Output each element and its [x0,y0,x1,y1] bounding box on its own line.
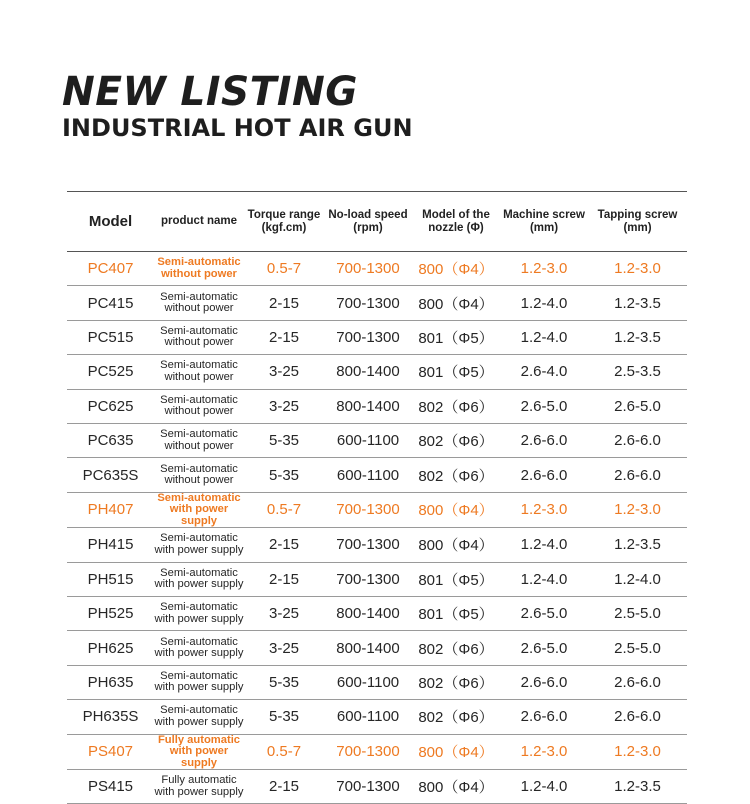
model-cell: PH407 [67,492,154,528]
product-name-line-2: with power supply [154,715,244,728]
tapping-screw-cell: 2.6-6.0 [588,423,687,457]
speed-cell: 600-1100 [324,665,412,699]
torque-cell: 5-35 [244,458,324,492]
model-cell: PC635 [67,423,154,457]
torque-cell: 0.5-7 [244,252,324,286]
machine-screw-cell: 1.2-4.0 [500,320,588,354]
model-cell: PS415 [67,770,154,804]
machine-screw-cell: 2.6-6.0 [500,423,588,457]
speed-cell: 600-1100 [324,458,412,492]
speed-cell: 600-1100 [324,423,412,457]
table-row [67,597,687,631]
table-row [67,355,687,389]
table-row [67,770,687,804]
machine-screw-cell: 1.2-4.0 [500,562,588,596]
speed-cell: 600-1100 [324,700,412,734]
torque-cell: 5-35 [244,665,324,699]
table-row [67,734,687,770]
speed-cell: 800-1400 [324,597,412,631]
torque-cell: 5-35 [244,700,324,734]
nozzle-cell: 801（Φ5） [412,597,500,631]
product-name-line-1: Semi-automatic [160,704,238,717]
machine-screw-cell: 1.2-3.0 [500,492,588,528]
product-name-cell [154,700,244,734]
product-name-line-1: Fully automatic [161,774,237,787]
table-body [67,252,687,804]
product-name-line-1: Semi-automatic [157,256,241,269]
page-subtitle: INDUSTRIAL HOT AIR GUN [62,114,413,142]
model-cell: PC515 [67,320,154,354]
col-header-nozzle: Model of the nozzle (Φ) [412,192,500,252]
nozzle-cell: 800（Φ4） [412,492,500,528]
table-row [67,528,687,562]
product-name-line-2: with power supply [169,745,229,769]
table-row [67,665,687,699]
col-header-product-name: product name [154,192,244,252]
product-name-line-2: with power supply [154,785,244,798]
model-cell: PH525 [67,597,154,631]
torque-cell: 2-15 [244,320,324,354]
nozzle-cell: 802（Φ6） [412,458,500,492]
spec-table [67,191,687,804]
product-name-line-1: Semi-automatic [160,566,238,579]
product-name-line-1: Semi-automatic [160,601,238,614]
table-row [67,252,687,286]
spec-table-container [67,191,687,804]
product-name-line-1: Semi-automatic [160,669,238,682]
table-row [67,631,687,665]
nozzle-cell: 802（Φ6） [412,665,500,699]
product-name-cell [154,389,244,423]
table-row [67,423,687,457]
speed-cell: 700-1300 [324,528,412,562]
product-name-line-2: without power [164,370,234,383]
tapping-screw-cell: 1.2-3.0 [588,734,687,770]
speed-cell: 700-1300 [324,734,412,770]
product-name-line-2: without power [164,439,234,452]
tapping-screw-cell: 1.2-3.0 [588,492,687,528]
product-name-line-2: without power [164,405,234,418]
speed-cell: 700-1300 [324,562,412,596]
model-cell: PH635S [67,700,154,734]
model-cell: PC415 [67,286,154,320]
torque-cell: 2-15 [244,770,324,804]
tapping-screw-cell: 1.2-3.5 [588,528,687,562]
model-cell: PC635S [67,458,154,492]
product-name-cell [154,665,244,699]
product-name-line-1: Semi-automatic [160,359,238,372]
tapping-screw-cell: 1.2-4.0 [588,562,687,596]
speed-cell: 700-1300 [324,252,412,286]
product-name-cell [154,458,244,492]
nozzle-cell: 802（Φ6） [412,389,500,423]
tapping-screw-cell: 2.6-6.0 [588,458,687,492]
torque-cell: 0.5-7 [244,492,324,528]
product-name-cell [154,252,244,286]
product-name-cell [154,423,244,457]
product-name-cell [154,492,244,528]
model-cell: PH415 [67,528,154,562]
table-header [67,192,687,252]
nozzle-cell: 801（Φ5） [412,320,500,354]
machine-screw-cell: 2.6-6.0 [500,665,588,699]
nozzle-cell: 801（Φ5） [412,355,500,389]
speed-cell: 700-1300 [324,286,412,320]
product-name-cell [154,355,244,389]
tapping-screw-cell: 2.6-5.0 [588,389,687,423]
speed-cell: 800-1400 [324,631,412,665]
tapping-screw-cell: 2.6-6.0 [588,665,687,699]
tapping-screw-cell: 1.2-3.5 [588,320,687,354]
nozzle-cell: 800（Φ4） [412,286,500,320]
torque-cell: 5-35 [244,423,324,457]
nozzle-cell: 800（Φ4） [412,734,500,770]
torque-cell: 2-15 [244,562,324,596]
model-cell: PC525 [67,355,154,389]
tapping-screw-cell: 2.6-6.0 [588,700,687,734]
product-name-line-1: Semi-automatic [160,393,238,406]
torque-cell: 2-15 [244,286,324,320]
tapping-screw-cell: 2.5-5.0 [588,597,687,631]
product-name-cell [154,631,244,665]
table-row [67,320,687,354]
product-name-line-1: Semi-automatic [160,532,238,545]
nozzle-cell: 802（Φ6） [412,700,500,734]
product-name-line-1: Fully automatic [157,733,241,746]
torque-cell: 2-15 [244,528,324,562]
torque-cell: 3-25 [244,389,324,423]
machine-screw-cell: 1.2-4.0 [500,770,588,804]
machine-screw-cell: 1.2-3.0 [500,734,588,770]
product-name-line-2: with power supply [154,681,244,694]
product-name-cell [154,528,244,562]
model-cell: PC407 [67,252,154,286]
speed-cell: 700-1300 [324,770,412,804]
nozzle-cell: 800（Φ4） [412,252,500,286]
machine-screw-cell: 1.2-4.0 [500,528,588,562]
nozzle-cell: 801（Φ5） [412,562,500,596]
tapping-screw-cell: 2.5-5.0 [588,631,687,665]
torque-cell: 0.5-7 [244,734,324,770]
speed-cell: 700-1300 [324,320,412,354]
page-header [62,70,413,142]
product-name-line-2: without power [161,267,237,280]
table-row [67,562,687,596]
col-header-torque: Torque range (kgf.cm) [244,192,324,252]
torque-cell: 3-25 [244,597,324,631]
nozzle-cell: 800（Φ4） [412,770,500,804]
model-cell: PH515 [67,562,154,596]
col-header-tapping-screw: Tapping screw (mm) [588,192,687,252]
nozzle-cell: 802（Φ6） [412,631,500,665]
machine-screw-cell: 2.6-5.0 [500,389,588,423]
speed-cell: 800-1400 [324,389,412,423]
product-name-line-2: with power supply [154,647,244,660]
product-name-line-1: Semi-automatic [160,462,238,475]
machine-screw-cell: 2.6-5.0 [500,631,588,665]
speed-cell: 700-1300 [324,492,412,528]
model-cell: PH635 [67,665,154,699]
product-name-line-2: with power supply [154,543,244,556]
col-header-speed: No-load speed (rpm) [324,192,412,252]
table-row [67,389,687,423]
product-name-cell [154,562,244,596]
product-name-line-1: Semi-automatic [160,290,238,303]
product-name-cell [154,770,244,804]
product-name-line-2: without power [164,474,234,487]
machine-screw-cell: 2.6-5.0 [500,597,588,631]
table-row [67,286,687,320]
product-name-cell [154,734,244,770]
product-name-line-1: Semi-automatic [160,635,238,648]
product-name-line-2: with power supply [154,578,244,591]
product-name-line-1: Semi-automatic [160,324,238,337]
product-name-line-1: Semi-automatic [160,428,238,441]
product-name-line-1: Semi-automatic [157,491,241,504]
product-name-cell [154,597,244,631]
table-row [67,492,687,528]
product-name-cell [154,320,244,354]
page-title: NEW LISTING [62,69,358,115]
torque-cell: 3-25 [244,355,324,389]
table-row [67,700,687,734]
machine-screw-cell: 2.6-6.0 [500,458,588,492]
col-header-model: Model [67,192,154,252]
model-cell: PH625 [67,631,154,665]
product-name-line-2: with power supply [154,612,244,625]
product-name-line-2: without power [164,336,234,349]
product-name-line-2: with power supply [169,503,229,527]
nozzle-cell: 802（Φ6） [412,423,500,457]
product-name-line-2: without power [164,302,234,315]
machine-screw-cell: 2.6-4.0 [500,355,588,389]
col-header-machine-screw: Machine screw (mm) [500,192,588,252]
tapping-screw-cell: 1.2-3.5 [588,286,687,320]
table-row [67,458,687,492]
product-name-cell [154,286,244,320]
tapping-screw-cell: 2.5-3.5 [588,355,687,389]
nozzle-cell: 800（Φ4） [412,528,500,562]
speed-cell: 800-1400 [324,355,412,389]
machine-screw-cell: 2.6-6.0 [500,700,588,734]
machine-screw-cell: 1.2-4.0 [500,286,588,320]
model-cell: PS407 [67,734,154,770]
torque-cell: 3-25 [244,631,324,665]
tapping-screw-cell: 1.2-3.5 [588,770,687,804]
model-cell: PC625 [67,389,154,423]
tapping-screw-cell: 1.2-3.0 [588,252,687,286]
machine-screw-cell: 1.2-3.0 [500,252,588,286]
